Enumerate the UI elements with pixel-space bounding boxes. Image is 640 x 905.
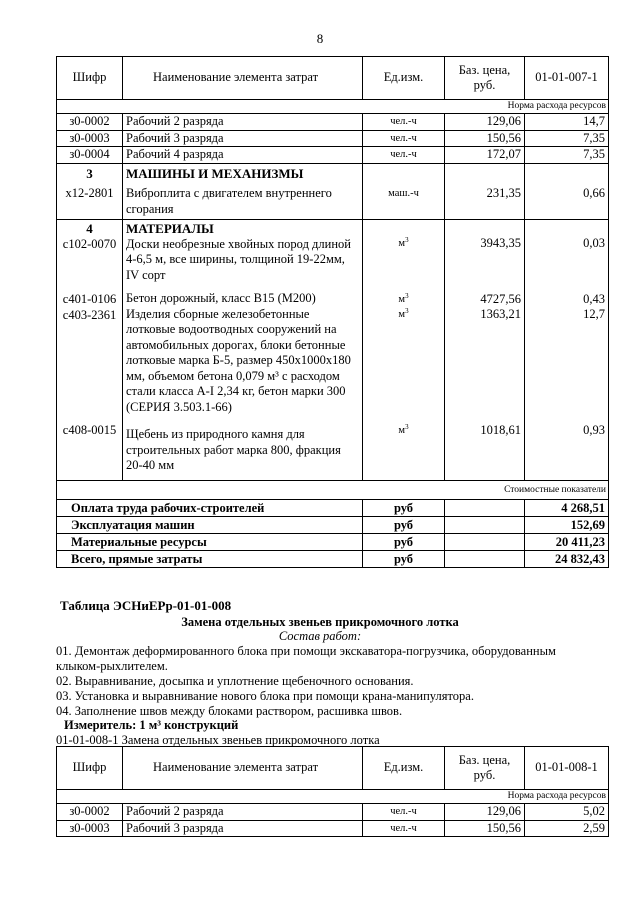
header-price: Баз. цена, руб. <box>445 747 525 790</box>
table-row <box>57 804 609 821</box>
row-value: 5,02 <box>525 804 609 821</box>
total-value: 152,69 <box>525 516 609 533</box>
total-value: 24 832,43 <box>525 550 609 567</box>
row-name: (СЕРИЯ 3.503.1-66) <box>126 399 232 414</box>
row-unit: маш.-ч <box>363 163 445 220</box>
row-name: Рабочий 2 разряда <box>123 804 363 821</box>
work-item: клыком-рыхлителем. <box>56 659 168 673</box>
header-unit: Ед.изм. <box>363 57 445 100</box>
total-unit: руб <box>363 550 445 567</box>
row-value: 0,66 <box>525 163 609 220</box>
row-name: Виброплита с двигателем внутреннего <box>126 186 332 200</box>
row-name: Щебень из природного камня для <box>126 427 305 441</box>
row-name: 20-40 мм <box>126 458 175 472</box>
section-number: 3 <box>86 165 93 181</box>
row-price: 1363,21 <box>480 307 521 321</box>
row-code: з0-0003 <box>57 130 123 147</box>
row-code: з0-0002 <box>57 114 123 131</box>
row-price: 129,06 <box>445 804 525 821</box>
row-name: Рабочий 4 разряда <box>123 147 363 164</box>
row-value: 7,35 <box>525 130 609 147</box>
page-number: 8 <box>316 31 324 46</box>
row-price: 4727,56 <box>480 291 521 306</box>
row-code: х12-2801 <box>65 186 114 200</box>
work-item: 01. Демонтаж деформированного блока при помощи экскаватора-погрузчика, оборудованным <box>56 644 556 658</box>
table-row <box>57 147 609 164</box>
cost-label: Стоимостные показатели <box>57 480 609 499</box>
row-price: 150,56 <box>445 130 525 147</box>
row-price: 1018,61 <box>480 422 521 437</box>
total-row <box>57 516 609 533</box>
header-name: Наименование элемента затрат <box>123 747 363 790</box>
row-name: 4-6,5 м, все ширины, толщиной 19-22мм, <box>126 252 345 266</box>
row-name: Доски необрезные хвойных пород длиной <box>126 236 351 251</box>
row-name: Изделия сборные железобетонные <box>126 306 310 321</box>
table-header-row <box>57 57 609 100</box>
row-name: Рабочий 3 разряда <box>123 130 363 147</box>
table-title: Таблица ЭСНиЕРр-01-01-008 <box>60 598 232 613</box>
row-code: с102-0070 <box>62 236 117 251</box>
norm-label: Норма расхода ресурсов <box>57 790 609 804</box>
row-name: лотковые водоотводных сооружений на <box>126 322 337 336</box>
section-title: МАТЕРИАЛЫ <box>126 221 214 236</box>
norm-label: Норма расхода ресурсов <box>57 100 609 114</box>
row-name: Рабочий 3 разряда <box>123 820 363 837</box>
header-name: Наименование элемента затрат <box>123 57 363 100</box>
row-price: 129,06 <box>445 114 525 131</box>
row-price: 3943,35 <box>480 236 521 250</box>
work-item: 02. Выравнивание, досыпка и уплотнение щебеночного основания. <box>56 674 414 688</box>
row-value: 0,43 <box>583 291 605 306</box>
total-row <box>57 550 609 567</box>
total-row <box>57 533 609 550</box>
row-value: 7,35 <box>525 147 609 164</box>
section-subtitle: Замена отдельных звеньев прикромочного лотка <box>181 615 459 629</box>
row-unit: чел.-ч <box>363 130 445 147</box>
row-unit: $м^3$ <box>398 291 409 305</box>
row-price: 172,07 <box>445 147 525 164</box>
section-machines <box>57 163 609 220</box>
row-code: з0-0002 <box>57 804 123 821</box>
row-name: мм, объемом бетона 0,079 м³ с расходом <box>126 368 340 383</box>
header-unit: Ед.изм. <box>363 747 445 790</box>
resource-table-1 <box>56 56 609 568</box>
item-title: 01-01-008-1 Замена отдельных звеньев прикромочного лотка <box>56 733 380 747</box>
row-price: 150,56 <box>445 820 525 837</box>
row-unit: $м^3$ <box>398 422 409 436</box>
resource-table-2 <box>56 746 609 837</box>
row-unit: $м^3$ <box>398 236 409 249</box>
row-value: 0,93 <box>583 422 605 437</box>
total-unit: руб <box>363 533 445 550</box>
table-header-row <box>57 747 609 790</box>
row-code: с403-2361 <box>62 307 117 322</box>
row-code: с408-0015 <box>62 423 117 437</box>
row-unit: чел.-ч <box>363 804 445 821</box>
row-value: 14,7 <box>525 114 609 131</box>
row-name: автомобильных дорогах, блоки бетонные <box>126 337 346 352</box>
total-label: Материальные ресурсы <box>57 533 363 550</box>
row-unit: $м^3$ <box>398 307 409 320</box>
table-row <box>57 130 609 147</box>
header-code: Шифр <box>57 747 123 790</box>
row-code: с401-0106 <box>62 292 117 306</box>
total-row <box>57 499 609 516</box>
row-value: 0,03 <box>583 236 605 250</box>
work-item: 03. Установка и выравнивание нового блока при помощи крана-манипулятора. <box>56 689 474 703</box>
header-price: Баз. цена, руб. <box>445 57 525 100</box>
work-item: 04. Заполнение швов между блоками раствором, расшивка швов. <box>56 704 403 718</box>
section-materials <box>57 220 609 481</box>
row-unit: чел.-ч <box>363 820 445 837</box>
header-code: Шифр <box>57 57 123 100</box>
row-name: стали класса А-I 2,34 кг, бетон марки 300 <box>126 384 346 398</box>
total-label: Эксплуатация машин <box>57 516 363 533</box>
total-value: 4 268,51 <box>525 499 609 516</box>
row-name: IV сорт <box>126 267 166 282</box>
total-unit: руб <box>363 499 445 516</box>
table-row <box>57 820 609 837</box>
table-row <box>57 114 609 131</box>
composition-title: Состав работ: <box>278 629 362 643</box>
header-norm-code: 01-01-008-1 <box>525 747 609 790</box>
measure-unit: Измеритель: 1 м³ конструкций <box>64 718 239 732</box>
section-title: МАШИНЫ И МЕХАНИЗМЫ <box>126 165 304 181</box>
total-value: 20 411,23 <box>525 533 609 550</box>
row-value: 2,59 <box>525 820 609 837</box>
total-label: Всего, прямые затраты <box>57 550 363 567</box>
row-code: з0-0003 <box>57 820 123 837</box>
total-unit: руб <box>363 516 445 533</box>
row-unit: чел.-ч <box>363 147 445 164</box>
row-value: 12,7 <box>583 307 605 321</box>
row-name: сгорания <box>126 201 174 216</box>
row-code: з0-0004 <box>57 147 123 164</box>
row-name: Бетон дорожный, класс В15 (М200) <box>126 291 316 305</box>
section-number: 4 <box>86 221 93 236</box>
row-unit: чел.-ч <box>363 114 445 131</box>
total-label: Оплата труда рабочих-строителей <box>57 499 363 516</box>
row-name: лотковые марка Б-5, размер 450х1000х180 <box>126 353 351 367</box>
row-name: строительных работ марка 800, фракция <box>126 442 341 457</box>
row-price: 231,35 <box>445 163 525 220</box>
row-name: Рабочий 2 разряда <box>123 114 363 131</box>
header-norm-code: 01-01-007-1 <box>525 57 609 100</box>
